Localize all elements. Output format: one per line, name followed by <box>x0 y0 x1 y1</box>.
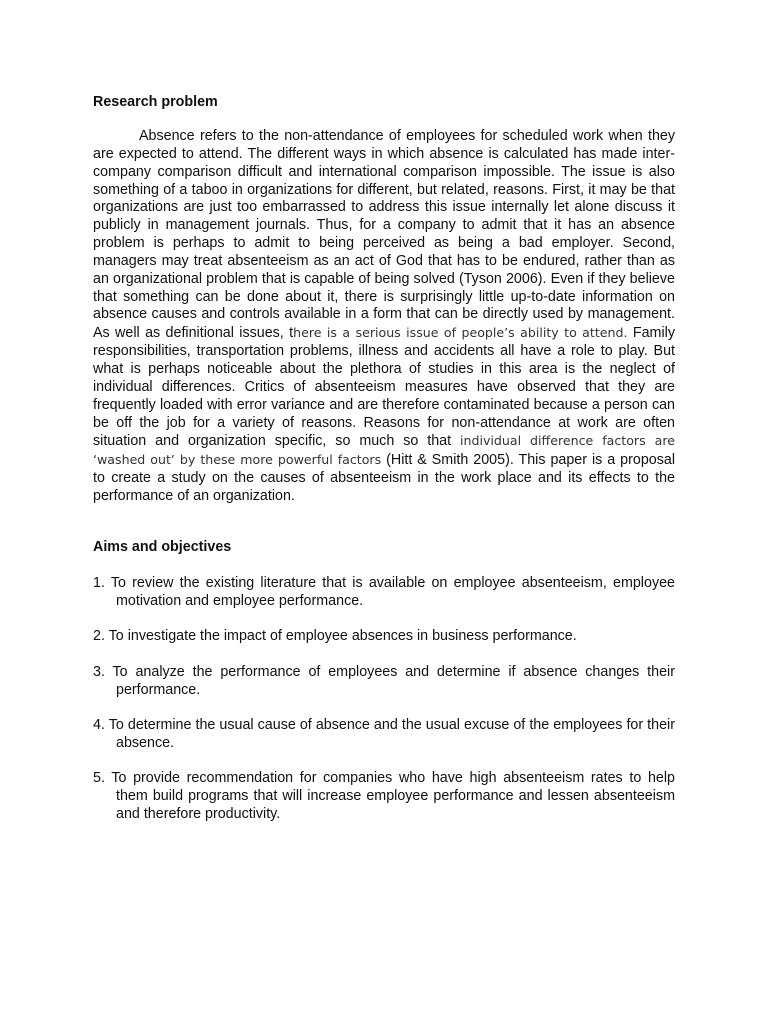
aims-objectives-heading: Aims and objectives <box>93 539 232 555</box>
research-text-part5: (Hitt & Smith 2005). This paper is a proposal to create a study on the causes of absenteeism in the work place and its effects to the performance of an organization. <box>93 452 675 504</box>
research-text-part2: here is a serious issue of people’s ability to attend. <box>293 325 628 341</box>
objective-item: 3. To analyze the performance of employees and determine if absence changes their performance. <box>93 664 675 698</box>
research-text-part4: individual difference factors are ‘washed out’ by these more powerful factors <box>93 433 675 468</box>
research-problem-paragraph <box>93 128 675 506</box>
research-problem-heading: Research problem <box>93 94 218 110</box>
objective-item: 1. To review the existing literature that is available on employee absenteeism, employee motivation and employee performance. <box>93 575 675 609</box>
research-text-part3: Family responsibilities, transportation problems, illness and accidents all have a role to play. But what is perhaps noticeable about the plethora of studies in this area is the neglect of individual differences. Critics of absenteeism measures have observed that they are frequently loaded with error variance and are therefore contaminated because a person can be off the job for a variety of reasons. Reasons for non-attendance at work are often situation and organization specific, so much so that <box>93 325 675 450</box>
research-text-part1: Absence refers to the non-attendance of employees for scheduled work when they are expected to attend. The different ways in which absence is calculated has made inter-company comparison difficult and international comparison impossible. The issue is also something of a taboo in organizations for different, but related, reasons. First, it may be that organizations are just too embarrassed to address this issue internally let alone discuss it publicly in management journals. Thus, for a company to admit that it has an absence problem is perhaps to admit to being perceived as being a bad employer. Second, managers may treat absenteeism as an act of God that has to be endured, rather than as an organizational problem that is capable of being solved (Tyson 2006). Even if they believe that something can be done about it, there is surprisingly little up-to-date information on absence causes and controls available in a form that can be directly used by management. As well as definitional issues, t <box>93 128 675 342</box>
objective-item: 4. To determine the usual cause of absence and the usual excuse of the employees for their absence. <box>93 717 675 751</box>
objective-item: 2. To investigate the impact of employee absences in business performance. <box>93 628 577 644</box>
objective-item: 5. To provide recommendation for companies who have high absenteeism rates to help them build programs that will increase employee performance and lessen absenteeism and therefore productivity. <box>93 770 675 822</box>
